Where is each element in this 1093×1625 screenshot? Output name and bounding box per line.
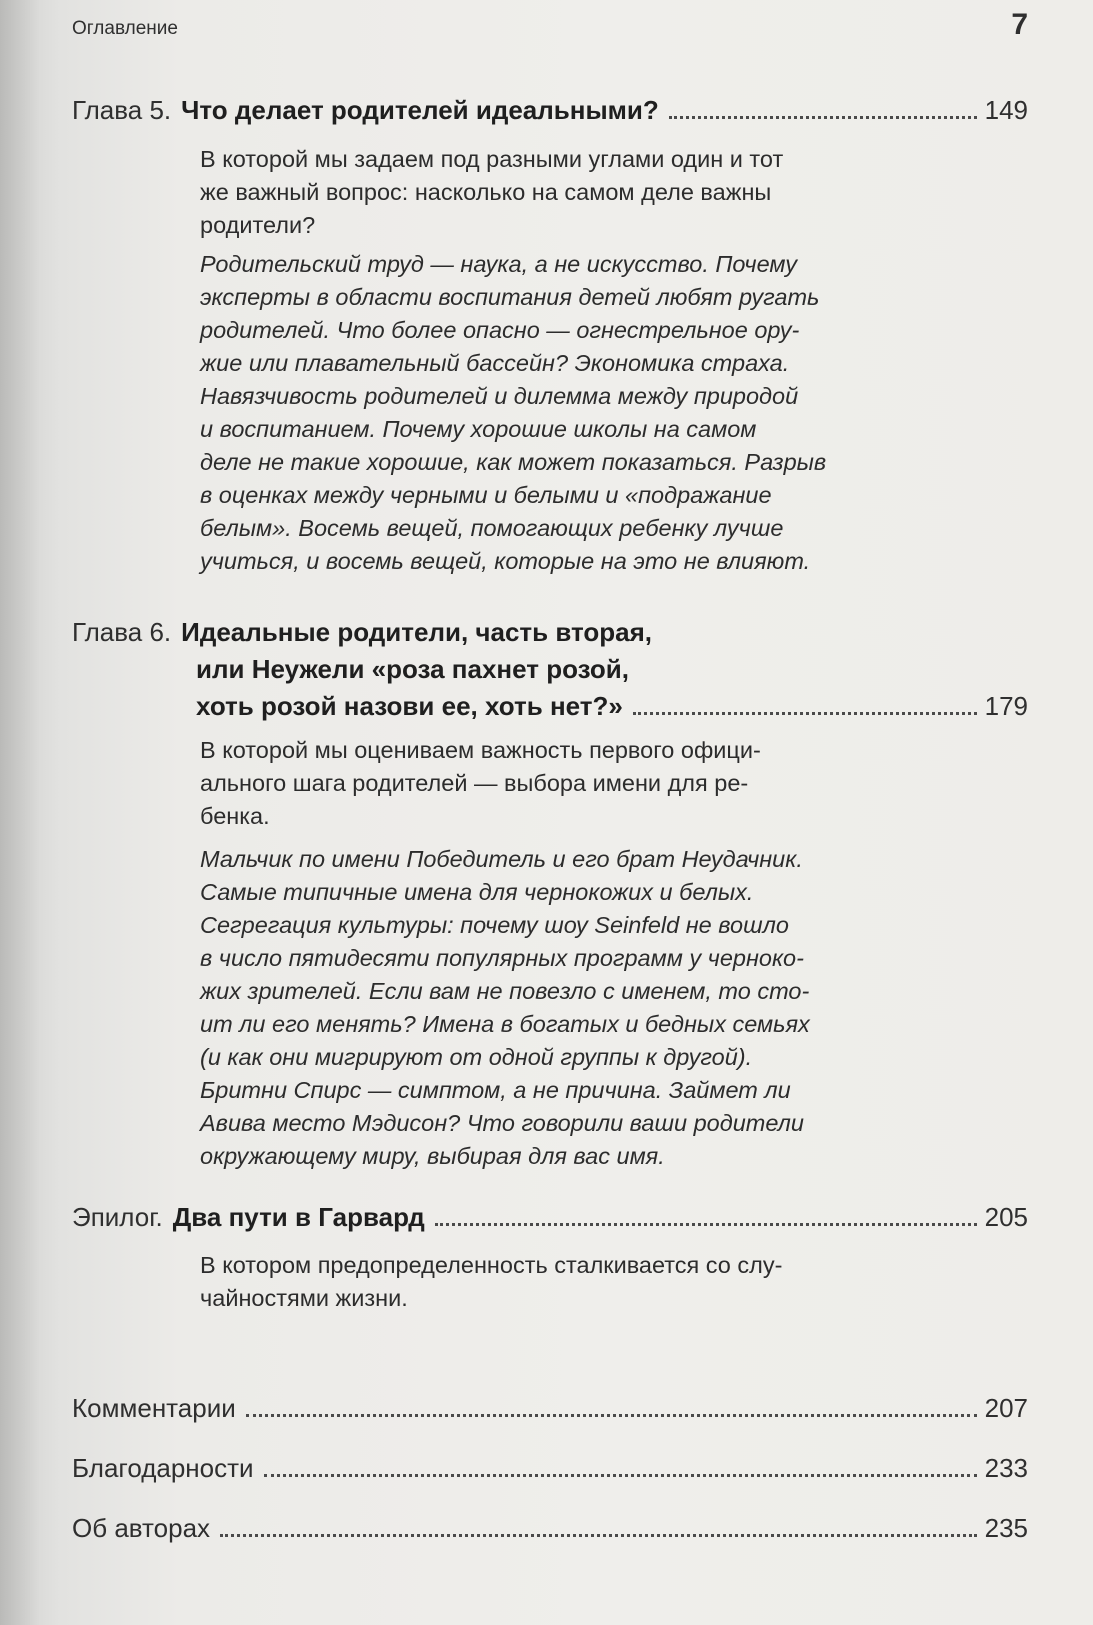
description-line: В которой мы оцениваем важность первого офици- (200, 737, 761, 763)
toc-entry-acknowledgements[interactable] (72, 1450, 1028, 1487)
chapter-title: Два пути в Гарвард (172, 1202, 425, 1232)
chapter-title: Идеальные родители, часть вторая, (181, 617, 652, 647)
topic-line: окружающему миру, выбирая для вас имя. (200, 1143, 665, 1169)
chapter-prefix: Глава 5. (72, 95, 172, 125)
description-line: В котором предопределенность сталкивается со слу- (200, 1252, 783, 1278)
topic-line: Родительский труд — наука, а не искусство. Почему (200, 251, 797, 277)
chapter-title-continuation: или Неужели «роза пахнет розой, (196, 654, 629, 684)
chapter-description (200, 734, 855, 833)
chapter-page-number: 205 (984, 1202, 1028, 1232)
entry-page-number: 207 (984, 1393, 1028, 1423)
toc-entry-chapter-6-last-line[interactable] (196, 688, 1028, 725)
entry-title: Об авторах (72, 1513, 211, 1543)
topic-line: в число пятидесяти популярных программ у черноко- (200, 945, 804, 971)
chapter-description (200, 143, 855, 242)
topic-line: ит ли его менять? Имена в богатых и бедных семьях (200, 1011, 810, 1037)
chapter-prefix: Глава 6. (72, 617, 172, 647)
topic-line: и воспитанием. Почему хорошие школы на самом (200, 416, 757, 442)
entry-title: Комментарии (72, 1393, 236, 1423)
topic-line: (и как они мигрируют от одной группы к другой). (200, 1044, 753, 1070)
topic-line: Мальчик по имени Победитель и его брат Неудачник. (200, 846, 803, 872)
topic-line: Навязчивость родителей и дилемма между природой (200, 383, 799, 409)
description-line: родители? (200, 212, 316, 238)
chapter-topics (200, 843, 855, 1173)
entry-page-number: 233 (984, 1453, 1028, 1483)
dot-leader (669, 116, 977, 119)
topic-line: жие или плавательный бассейн? Экономика страха. (200, 350, 790, 376)
topic-line: деле не такие хорошие, как может показаться. Разрыв (200, 449, 827, 475)
topic-line: в оценках между черными и белыми и «подражание (200, 482, 772, 508)
topic-line: Авива место Мэдисон? Что говорили ваши родители (200, 1110, 804, 1136)
topic-line: Сегрегация культуры: почему шоу Seinfeld не вошло (200, 912, 789, 938)
chapter-prefix: Эпилог. (72, 1202, 163, 1232)
toc-entry-chapter-5[interactable] (72, 92, 1028, 129)
dot-leader (633, 712, 977, 715)
topic-line: эксперты в области воспитания детей любят ругать (200, 284, 820, 310)
chapter-page-number: 149 (984, 95, 1028, 125)
chapter-title-continuation: хоть розой назови ее, хоть нет?» (196, 691, 623, 721)
topic-line: жих зрителей. Если вам не повезло с именем, то сто- (200, 978, 810, 1004)
page-number: 7 (1011, 8, 1028, 41)
chapter-title: Что делает родителей идеальными? (181, 95, 659, 125)
running-header: Оглавление (72, 18, 178, 39)
entry-title: Благодарности (72, 1453, 254, 1483)
description-line: же важный вопрос: насколько на самом деле важны (200, 179, 772, 205)
topic-line: учиться, и восемь вещей, которые на это не влияют. (200, 548, 811, 574)
topic-line: белым». Восемь вещей, помогающих ребенку лучше (200, 515, 784, 541)
dot-leader (264, 1474, 977, 1477)
dot-leader (435, 1223, 977, 1226)
chapter-topics (200, 248, 855, 578)
topic-line: Бритни Спирс — симптом, а не причина. Займет ли (200, 1077, 791, 1103)
chapter-description (200, 1249, 855, 1315)
description-line: чайностями жизни. (200, 1285, 408, 1311)
toc-entry-epilogue[interactable] (72, 1199, 1028, 1236)
topic-line: родителей. Что более опасно — огнестрельное ору- (200, 317, 800, 343)
toc-entry-comments[interactable] (72, 1390, 1028, 1427)
dot-leader (220, 1534, 977, 1537)
dot-leader (246, 1414, 977, 1417)
chapter-page-number: 179 (984, 691, 1028, 721)
description-line: ального шага родителей — выбора имени для ре- (200, 770, 749, 796)
spine-shadow (0, 0, 40, 1625)
description-line: В которой мы задаем под разными углами один и тот (200, 146, 784, 172)
topic-line: Самые типичные имена для чернокожих и белых. (200, 879, 754, 905)
entry-page-number: 235 (984, 1513, 1028, 1543)
description-line: бенка. (200, 803, 270, 829)
toc-entry-about-authors[interactable] (72, 1510, 1028, 1547)
toc-entry-chapter-6[interactable] (72, 614, 1028, 651)
